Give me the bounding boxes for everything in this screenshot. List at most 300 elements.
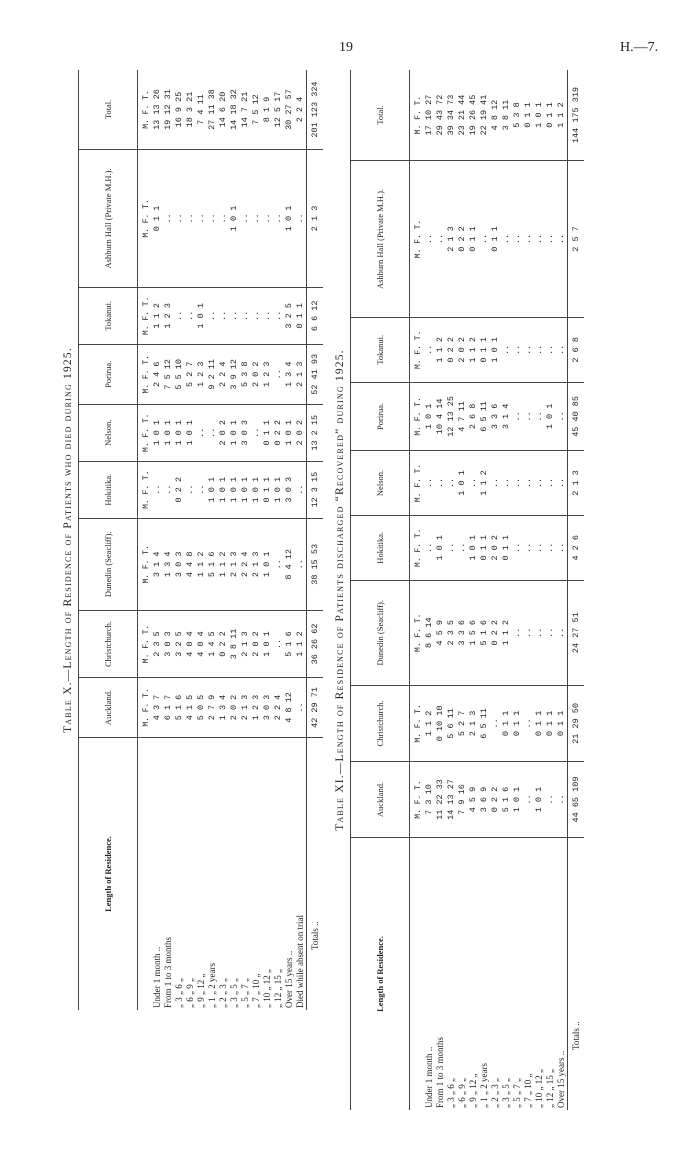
table-cell: 2 0 2 bbox=[218, 404, 229, 461]
table-cell: 2 0 2 bbox=[295, 404, 307, 461]
table-cell: Under 1 month .. bbox=[424, 1046, 434, 1108]
table-cell: M. F. T. bbox=[410, 161, 425, 318]
table-cell: 2 7 9 bbox=[207, 677, 218, 737]
table-cell: .. bbox=[218, 150, 229, 288]
table-cell: 1 3 4 bbox=[284, 344, 295, 404]
table-cell: 1 2 3 bbox=[262, 344, 273, 404]
table-row bbox=[262, 70, 273, 1010]
table-cell: .. bbox=[523, 382, 534, 450]
page-number: 19 bbox=[339, 40, 353, 55]
table-cell: 2 0 2 bbox=[251, 611, 262, 678]
table-cell: .. bbox=[457, 515, 468, 580]
table2-col-header: Nelson. bbox=[351, 451, 410, 516]
table-cell: 1 3 4 bbox=[163, 518, 174, 610]
table-cell: M. F. T. bbox=[138, 518, 153, 610]
table-cell: Over 15 years .. bbox=[284, 950, 294, 1008]
table-cell: „ 3 „ 5 „ bbox=[229, 978, 239, 1008]
table-cell: 0 1 1 bbox=[468, 161, 479, 318]
table-cell: 2 0 2 bbox=[251, 344, 262, 404]
table-cell: 1 1 2 bbox=[218, 518, 229, 610]
table-row bbox=[185, 70, 196, 1010]
table-cell: .. bbox=[424, 451, 435, 516]
table-cell: .. bbox=[185, 461, 196, 518]
table-cell: „ 3 „ 5 „ bbox=[501, 1078, 511, 1108]
table-cell: 2 3 5 bbox=[446, 580, 457, 685]
table-cell: 3 0 3 bbox=[284, 461, 295, 518]
table-cell: 2 4 6 bbox=[152, 344, 163, 404]
table-cell: .. bbox=[534, 317, 545, 382]
table-cell: 14 7 21 bbox=[240, 70, 251, 150]
table-cell: .. bbox=[163, 150, 174, 288]
table-cell: 0 2 2 bbox=[174, 461, 185, 518]
table-cell: .. bbox=[468, 451, 479, 516]
table-cell: „ 1 „ 2 years bbox=[479, 1063, 489, 1108]
table-cell: M. F. T. bbox=[138, 150, 153, 288]
table-cell: 5 5 10 bbox=[174, 344, 185, 404]
table-cell: .. bbox=[196, 461, 207, 518]
table-row bbox=[501, 70, 512, 1110]
table-cell: .. bbox=[295, 518, 307, 610]
table-cell: M. F. T. bbox=[138, 344, 153, 404]
table-row bbox=[446, 70, 457, 1110]
table-cell: 14 6 20 bbox=[218, 70, 229, 150]
table-x-block bbox=[58, 70, 328, 1010]
table-cell: 6 5 11 bbox=[479, 382, 490, 450]
table-cell: From 1 to 3 months bbox=[163, 936, 173, 1008]
table-cell: .. bbox=[479, 161, 490, 318]
table-cell: 1 0 1 bbox=[240, 461, 251, 518]
table-cell: 4 5 9 bbox=[468, 762, 479, 838]
table-cell: .. bbox=[556, 317, 568, 382]
table-cell: .. bbox=[523, 161, 534, 318]
table-cell: 2 0 2 bbox=[229, 677, 240, 737]
table-cell: 7 5 12 bbox=[163, 344, 174, 404]
table-cell: 1 2 3 bbox=[196, 344, 207, 404]
table-cell: .. bbox=[512, 451, 523, 516]
table-cell: .. bbox=[556, 580, 568, 685]
table-cell: 4 4 8 bbox=[185, 518, 196, 610]
table-cell: „ 6 „ 9 „ bbox=[457, 1078, 467, 1108]
table-cell: 0 1 1 bbox=[523, 70, 534, 161]
table-cell: M. F. T. bbox=[410, 580, 425, 685]
table-cell: „ 12 „ 15 „ bbox=[545, 1069, 555, 1108]
table-row bbox=[196, 70, 207, 1010]
table-cell: 18 3 21 bbox=[185, 70, 196, 150]
table-cell: 4 7 11 bbox=[457, 382, 468, 450]
table-cell: 2 1 3 bbox=[568, 451, 585, 516]
table-cell: 0 1 1 bbox=[479, 515, 490, 580]
table-cell: 1 1 2 bbox=[295, 611, 307, 678]
table-cell: .. bbox=[556, 515, 568, 580]
table-cell: 14 18 32 bbox=[229, 70, 240, 150]
table-row bbox=[545, 70, 556, 1110]
table-xi bbox=[350, 70, 584, 1110]
table-row bbox=[207, 70, 218, 1010]
table1-col-header: Total. bbox=[79, 70, 138, 150]
table-cell: 1 1 2 bbox=[435, 317, 446, 382]
table-cell: .. bbox=[174, 287, 185, 344]
table-cell: .. bbox=[534, 382, 545, 450]
table-cell: M. F. T. bbox=[410, 685, 425, 761]
table-row bbox=[556, 70, 568, 1110]
table-cell: M. F. T. bbox=[410, 70, 425, 161]
table-cell: .. bbox=[545, 515, 556, 580]
table-cell: 12 3 15 bbox=[307, 461, 324, 518]
table-cell: .. bbox=[534, 161, 545, 318]
table-cell: .. bbox=[207, 404, 218, 461]
table-cell: 6 1 7 bbox=[163, 677, 174, 737]
table-cell: 1 0 1 bbox=[490, 317, 501, 382]
table-cell: .. bbox=[534, 580, 545, 685]
table-cell: „ 9 „ 12 „ bbox=[196, 973, 206, 1008]
table1-col-header: Christchurch. bbox=[79, 611, 138, 678]
table-cell: 9 2 11 bbox=[207, 344, 218, 404]
table-cell: 2 5 7 bbox=[568, 161, 585, 318]
table-cell: 3 8 11 bbox=[229, 611, 240, 678]
table-cell: 2 0 2 bbox=[457, 317, 468, 382]
table-cell: 4 3 7 bbox=[152, 677, 163, 737]
table-cell: 1 0 1 bbox=[185, 404, 196, 461]
table-cell: 1 0 1 bbox=[424, 382, 435, 450]
table-cell: 12 13 25 bbox=[446, 382, 457, 450]
table-cell: .. bbox=[512, 580, 523, 685]
table1-col-header: Tokanui. bbox=[79, 287, 138, 344]
table-cell: .. bbox=[163, 461, 174, 518]
table-cell: .. bbox=[501, 451, 512, 516]
table-cell: 0 2 2 bbox=[446, 317, 457, 382]
table-cell: M. F. T. bbox=[138, 70, 153, 150]
table-cell: M. F. T. bbox=[410, 515, 425, 580]
table-cell: .. bbox=[273, 150, 284, 288]
table-cell: 1 0 1 bbox=[251, 461, 262, 518]
table-xi-block bbox=[330, 70, 580, 1110]
table-cell: M. F. T. bbox=[138, 611, 153, 678]
table-cell: 1 3 4 bbox=[218, 677, 229, 737]
table-cell: Died while absent on trial bbox=[295, 915, 305, 1008]
table-row bbox=[152, 70, 163, 1010]
table-cell: „ 2 „ 3 „ bbox=[218, 978, 228, 1008]
table-cell: Over 15 years .. bbox=[556, 1050, 566, 1108]
table-row bbox=[468, 70, 479, 1110]
table-cell: 5 3 8 bbox=[512, 70, 523, 161]
table-cell: .. bbox=[229, 287, 240, 344]
table-cell: 144 175 319 bbox=[568, 70, 585, 161]
table-cell: 29 43 72 bbox=[435, 70, 446, 161]
totals-row bbox=[568, 70, 585, 1110]
table-row bbox=[512, 70, 523, 1110]
table2-col-header: Porirua. bbox=[351, 382, 410, 450]
table-cell: .. bbox=[446, 515, 457, 580]
table-cell: 12 5 17 bbox=[273, 70, 284, 150]
table-cell: 1 0 1 bbox=[284, 150, 295, 288]
table-cell: 3 1 4 bbox=[501, 382, 512, 450]
table-cell: 7 4 11 bbox=[196, 70, 207, 150]
table-cell: 2 1 3 bbox=[295, 344, 307, 404]
table2-col-header: Hokitika. bbox=[351, 515, 410, 580]
table-cell: „ 6 „ 9 „ bbox=[185, 978, 195, 1008]
table-cell: .. bbox=[262, 150, 273, 288]
table-cell: 1 1 2 bbox=[479, 451, 490, 516]
table-cell: 1 0 1 bbox=[534, 70, 545, 161]
table-cell: 0 1 1 bbox=[501, 685, 512, 761]
table-cell: 38 15 53 bbox=[307, 518, 324, 610]
table-cell: 0 2 2 bbox=[490, 580, 501, 685]
table-cell: .. bbox=[196, 404, 207, 461]
table-cell: 19 12 31 bbox=[163, 70, 174, 150]
table2-col-header: Dunedin (Seacliff). bbox=[351, 580, 410, 685]
table1-col-header: Porirua. bbox=[79, 344, 138, 404]
table-row bbox=[479, 70, 490, 1110]
table-cell: .. bbox=[523, 451, 534, 516]
table-cell: „ 1 „ 2 years bbox=[207, 963, 217, 1008]
table-cell: 2 6 8 bbox=[568, 317, 585, 382]
table-cell: 5 6 11 bbox=[446, 685, 457, 761]
table-cell: „ 7 „ 10 „ bbox=[251, 973, 261, 1008]
table-cell: 3 0 3 bbox=[240, 404, 251, 461]
table1-col-header: Auckland. bbox=[79, 677, 138, 737]
table-cell bbox=[410, 838, 425, 1111]
table-cell: .. bbox=[196, 150, 207, 288]
table-row bbox=[240, 70, 251, 1010]
table-cell: .. bbox=[185, 287, 196, 344]
table-row bbox=[218, 70, 229, 1010]
table-cell: 0 1 1 bbox=[479, 317, 490, 382]
table-cell: 5 0 5 bbox=[196, 677, 207, 737]
table-cell: M. F. T. bbox=[138, 404, 153, 461]
table1-col-header: Hokitika. bbox=[79, 461, 138, 518]
table-cell: 1 0 1 bbox=[196, 287, 207, 344]
table-cell: 0 1 1 bbox=[152, 150, 163, 288]
table-cell: „ 5 „ 7 „ bbox=[512, 1078, 522, 1108]
table-cell: 1 0 1 bbox=[163, 404, 174, 461]
table-cell: 5 2 7 bbox=[185, 344, 196, 404]
table-cell: .. bbox=[152, 461, 163, 518]
table-cell: 8 6 14 bbox=[424, 580, 435, 685]
table-cell: 201 123 324 bbox=[307, 70, 324, 150]
table-cell: 4 2 6 bbox=[568, 515, 585, 580]
table-cell: .. bbox=[185, 150, 196, 288]
table1-col-header: Dunedin (Seacliff). bbox=[79, 518, 138, 610]
table1-col-header: Nelson. bbox=[79, 404, 138, 461]
table-cell: 2 1 3 bbox=[446, 161, 457, 318]
table-cell: „ 5 „ 7 „ bbox=[240, 978, 250, 1008]
table-cell: .. bbox=[251, 287, 262, 344]
table-cell: 5 1 6 bbox=[479, 580, 490, 685]
table-cell: 8 1 9 bbox=[262, 70, 273, 150]
table-cell: 2 2 4 bbox=[273, 677, 284, 737]
table-cell: Under 1 month .. bbox=[152, 946, 162, 1008]
table-cell: .. bbox=[556, 382, 568, 450]
table-cell: 7 5 12 bbox=[251, 70, 262, 150]
table-row bbox=[534, 70, 545, 1110]
table-cell: 16 9 25 bbox=[174, 70, 185, 150]
table-cell: 0 1 1 bbox=[512, 685, 523, 761]
table-cell: 44 65 109 bbox=[568, 762, 585, 838]
series-code: H.—7. bbox=[620, 40, 659, 55]
table-cell: .. bbox=[424, 161, 435, 318]
table-cell: 0 1 1 bbox=[556, 685, 568, 761]
table-cell: 1 1 2 bbox=[556, 70, 568, 161]
table-cell: 1 5 6 bbox=[468, 580, 479, 685]
table-cell: 1 0 1 bbox=[273, 461, 284, 518]
table-cell: 2 0 2 bbox=[490, 515, 501, 580]
table-cell: „ 3 „ 6 „ bbox=[446, 1078, 456, 1108]
table-cell: 5 1 6 bbox=[501, 762, 512, 838]
table2-col-header: Length of Residence. bbox=[351, 838, 410, 1111]
table-row bbox=[490, 70, 501, 1110]
table-cell: 0 10 10 bbox=[435, 685, 446, 761]
table-cell: .. bbox=[446, 451, 457, 516]
table-cell: 24 27 51 bbox=[568, 580, 585, 685]
table-cell: M. F. T. bbox=[138, 287, 153, 344]
table-cell: 5 3 8 bbox=[240, 344, 251, 404]
table-cell: 6 6 12 bbox=[307, 287, 324, 344]
table-cell: „ 9 „ 12 „ bbox=[468, 1073, 478, 1108]
table-cell: „ 2 „ 3 „ bbox=[490, 1078, 500, 1108]
table2-col-header: Tokanui. bbox=[351, 317, 410, 382]
table2-col-header: Ashburn Hall (Private M.H.). bbox=[351, 161, 410, 318]
table-cell: .. bbox=[501, 161, 512, 318]
table-cell: 27 11 38 bbox=[207, 70, 218, 150]
table-cell: 7 3 10 bbox=[424, 762, 435, 838]
table-cell: 0 1 1 bbox=[501, 515, 512, 580]
table-cell: 1 0 1 bbox=[229, 404, 240, 461]
table-cell: .. bbox=[295, 150, 307, 288]
table-cell: 21 29 50 bbox=[568, 685, 585, 761]
table-cell: 1 1 2 bbox=[196, 518, 207, 610]
table-cell: M. F. T. bbox=[138, 677, 153, 737]
table-cell: 1 4 5 bbox=[207, 611, 218, 678]
table1-subhead-row bbox=[138, 70, 153, 1010]
table-cell: .. bbox=[523, 685, 534, 761]
table-row bbox=[435, 70, 446, 1110]
table-cell: 3 1 4 bbox=[152, 518, 163, 610]
table-cell: Totals .. bbox=[568, 838, 585, 1111]
table-cell: 1 0 1 bbox=[284, 404, 295, 461]
table-cell: .. bbox=[501, 317, 512, 382]
table-cell: 39 34 73 bbox=[446, 70, 457, 161]
table-cell: 14 13 27 bbox=[446, 762, 457, 838]
table-cell: .. bbox=[545, 762, 556, 838]
table-cell: 1 1 2 bbox=[468, 317, 479, 382]
table-cell: 0 1 1 bbox=[545, 70, 556, 161]
table-cell: From 1 to 3 months bbox=[435, 1036, 445, 1108]
table-cell: 3 0 3 bbox=[262, 677, 273, 737]
table-cell: 1 2 3 bbox=[163, 287, 174, 344]
table-cell: 4 5 9 bbox=[435, 580, 446, 685]
table-cell: .. bbox=[424, 515, 435, 580]
table-cell: „ 10 „ 12 „ bbox=[262, 969, 272, 1008]
table-cell: 3 2 5 bbox=[174, 611, 185, 678]
table-cell: 2 2 4 bbox=[295, 70, 307, 150]
table-cell: 0 1 1 bbox=[534, 685, 545, 761]
table-cell: M. F. T. bbox=[410, 451, 425, 516]
table-cell: 11 22 33 bbox=[435, 762, 446, 838]
table-cell: 45 40 85 bbox=[568, 382, 585, 450]
table-row bbox=[251, 70, 262, 1010]
table-cell: .. bbox=[273, 344, 284, 404]
table-cell: 17 10 27 bbox=[424, 70, 435, 161]
table-cell: 13 2 15 bbox=[307, 404, 324, 461]
table2-col-header: Auckland. bbox=[351, 762, 410, 838]
table-cell: .. bbox=[218, 287, 229, 344]
table-cell: 3 8 11 bbox=[501, 70, 512, 161]
table-cell: 0 2 2 bbox=[490, 762, 501, 838]
table-cell: 1 0 1 bbox=[534, 762, 545, 838]
table-cell: 3 6 9 bbox=[479, 762, 490, 838]
table-cell: 0 1 1 bbox=[545, 685, 556, 761]
table2-col-header: Christchurch. bbox=[351, 685, 410, 761]
table-row bbox=[457, 70, 468, 1110]
table-cell: 1 0 1 bbox=[468, 515, 479, 580]
table-cell: M. F. T. bbox=[410, 762, 425, 838]
table-cell: .. bbox=[556, 161, 568, 318]
table-cell: 6 5 11 bbox=[479, 685, 490, 761]
table-cell: .. bbox=[490, 451, 501, 516]
table-cell: M. F. T. bbox=[138, 461, 153, 518]
table-cell: 4 8 12 bbox=[284, 677, 295, 737]
table-cell: 1 0 1 bbox=[457, 451, 468, 516]
table2-col-header: Total. bbox=[351, 70, 410, 161]
table-cell: .. bbox=[490, 685, 501, 761]
table-cell: .. bbox=[545, 451, 556, 516]
table-cell: „ 10 „ 12 „ bbox=[534, 1069, 544, 1108]
table-cell: 3 3 6 bbox=[457, 580, 468, 685]
table-row bbox=[284, 70, 295, 1010]
table-cell: 1 0 1 bbox=[174, 404, 185, 461]
table-cell: .. bbox=[512, 161, 523, 318]
table-cell: M. F. T. bbox=[410, 382, 425, 450]
table-cell: 0 1 1 bbox=[262, 461, 273, 518]
totals-row bbox=[307, 70, 324, 1010]
table-cell: 0 2 2 bbox=[457, 161, 468, 318]
table-cell: .. bbox=[534, 515, 545, 580]
table-cell: .. bbox=[556, 762, 568, 838]
table-cell: .. bbox=[545, 161, 556, 318]
table-cell: .. bbox=[534, 451, 545, 516]
table-row bbox=[229, 70, 240, 1010]
table-row bbox=[424, 70, 435, 1110]
table-cell: 0 1 1 bbox=[490, 161, 501, 318]
table-row bbox=[273, 70, 284, 1010]
table-cell: 2 3 5 bbox=[152, 611, 163, 678]
table-cell: .. bbox=[523, 580, 534, 685]
table-cell: 36 26 62 bbox=[307, 611, 324, 678]
table-cell: 1 0 1 bbox=[152, 404, 163, 461]
table-cell: .. bbox=[512, 317, 523, 382]
table-cell: .. bbox=[295, 677, 307, 737]
table-cell: 0 1 1 bbox=[262, 404, 273, 461]
table-cell: 42 29 71 bbox=[307, 677, 324, 737]
table-cell: „ 12 „ 15 „ bbox=[273, 969, 283, 1008]
table-cell: 13 13 26 bbox=[152, 70, 163, 150]
table-cell: 2 1 3 bbox=[240, 611, 251, 678]
table-cell: 23 21 44 bbox=[457, 70, 468, 161]
table-xi-title: Table XI.—Length of Residence of Patients discharged “Recovered” during 1925. bbox=[334, 349, 346, 831]
table-cell: 10 4 14 bbox=[435, 382, 446, 450]
table-cell: .. bbox=[273, 611, 284, 678]
table-cell: 2 1 3 bbox=[468, 685, 479, 761]
table-cell: .. bbox=[545, 580, 556, 685]
table-cell: 4 8 12 bbox=[490, 70, 501, 161]
table-cell: .. bbox=[295, 461, 307, 518]
table-cell: 1 0 1 bbox=[512, 762, 523, 838]
table-cell: .. bbox=[273, 287, 284, 344]
table-cell: .. bbox=[545, 317, 556, 382]
table-cell bbox=[138, 738, 153, 1011]
table-x bbox=[78, 70, 323, 1010]
table-cell: 1 0 1 bbox=[262, 611, 273, 678]
